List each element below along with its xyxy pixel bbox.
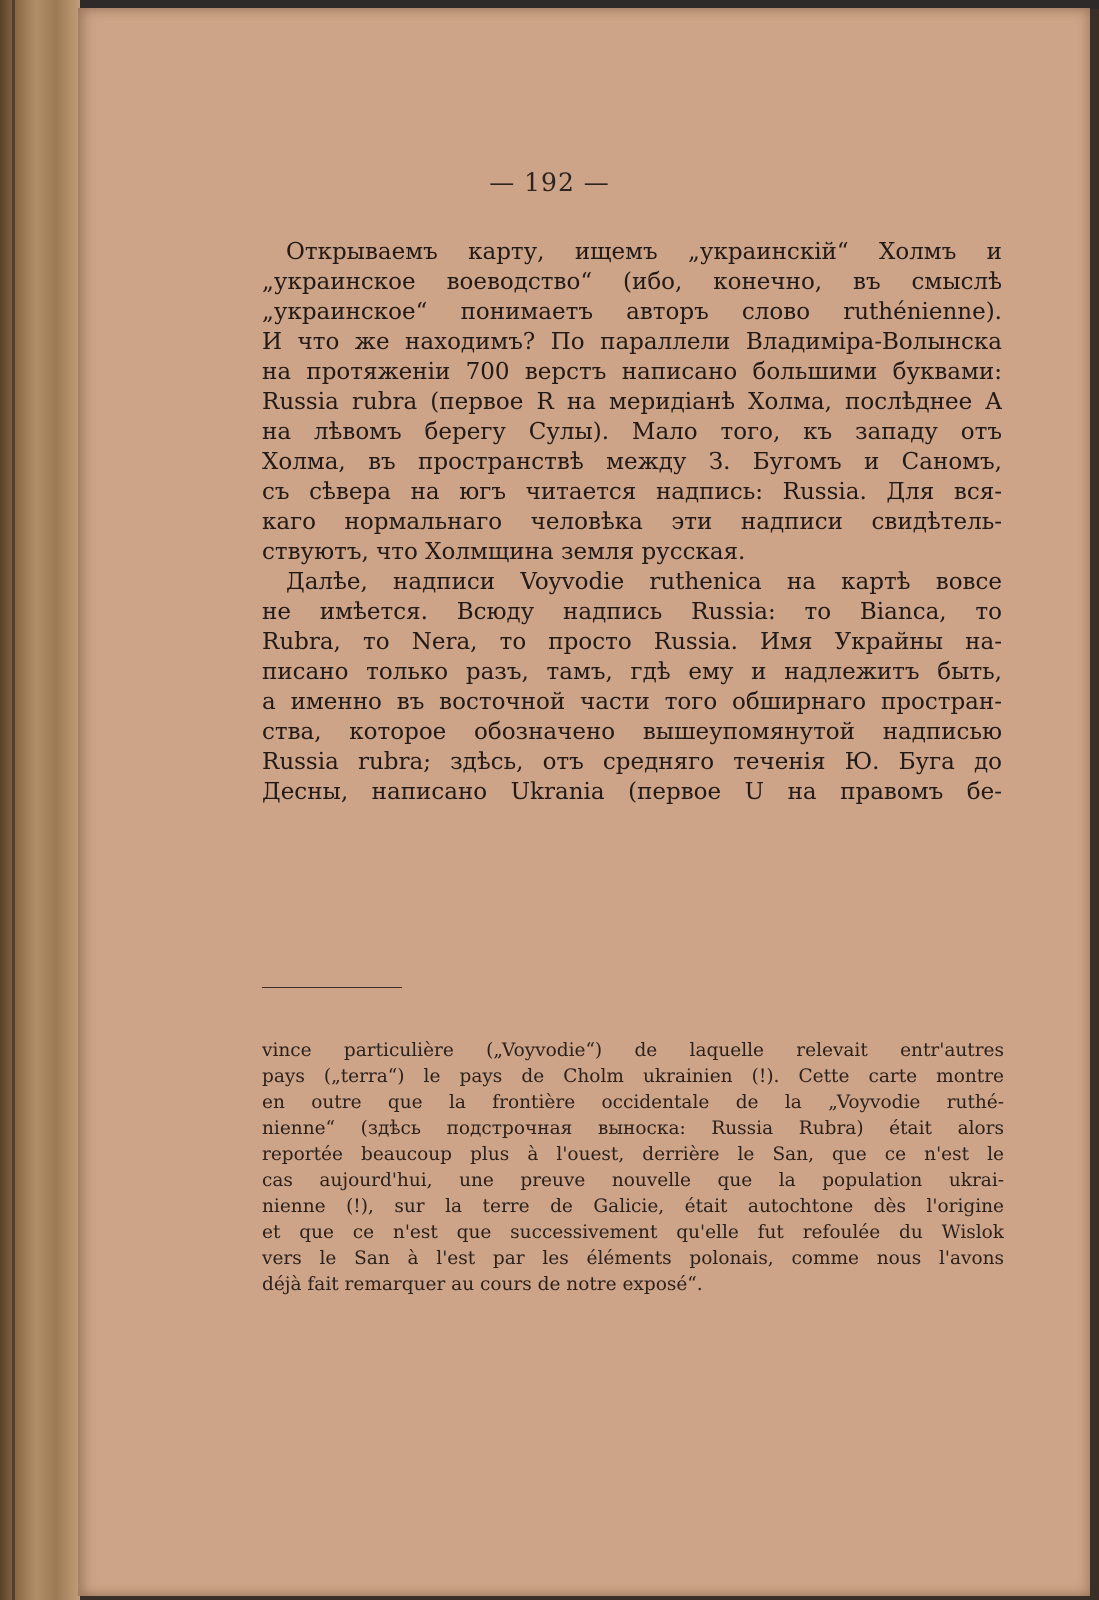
footnote-line: nienne (!), sur la terre de Galicie, était autochtone dès l'origine (262, 1196, 1004, 1217)
footnote-line: cas aujourd'hui, une preuve nouvelle que la population ukrai- (262, 1170, 1004, 1191)
text-line: каго нормальнаго человѣка эти надписи свидѣтель- (262, 509, 1002, 535)
footnote-line: vince particulière („Voyvodie“) de laquelle relevait entr'autres (262, 1040, 1004, 1061)
text-line: на лѣвомъ берегу Сулы). Мало того, къ западу отъ (262, 419, 1002, 445)
text-line: Десны, написано Ukrania (первое U на правомъ бе- (262, 779, 1002, 805)
text-line: а именно въ восточной части того обширнаго простран- (262, 689, 1002, 715)
text-line: Rubra, то Nera, то просто Russia. Имя Украйны на- (262, 629, 1002, 655)
text-line: Russia rubra (первое R на меридіанѣ Холма, послѣднее A (262, 389, 1002, 415)
spine-edge (12, 0, 15, 1600)
text-line: Далѣе, надписи Voyvodie ruthenica на картѣ вовсе (286, 569, 1002, 595)
text-line: на протяженіи 700 верстъ написано большими буквами: (262, 359, 1002, 385)
text-line: писано только разъ, тамъ, гдѣ ему и надлежитъ быть, (262, 659, 1002, 685)
footnote-line: vers le San à l'est par les éléments polonais, comme nous l'avons (262, 1248, 1004, 1269)
footnote (262, 1038, 1004, 1298)
footnote-line: reportée beaucoup plus à l'ouest, derrière le San, que ce n'est le (262, 1144, 1004, 1165)
footnote-line: nienne“ (здѣсь подстрочная выноска: Russia Rubra) était alors (262, 1118, 1004, 1139)
footnote-line: en outre que la frontière occidentale de la „Voyvodie ruthé- (262, 1092, 1004, 1113)
text-line: ства, которое обозначено вышеупомянутой надписью (262, 719, 1002, 745)
footnote-line: pays („terra“) le pays de Cholm ukrainien (!). Cette carte montre (262, 1066, 1004, 1087)
text-line: „украинское воеводство“ (ибо, конечно, въ смыслѣ (262, 269, 1002, 295)
text-line: Холма, въ пространствѣ между З. Бугомъ и Саномъ, (262, 449, 1002, 475)
text-line: не имѣется. Всюду надпись Russia: то Bianca, то (262, 599, 1002, 625)
main-text (262, 237, 1002, 807)
page-number: — 192 — (489, 168, 610, 197)
text-line: И что же находимъ? По параллели Владиміра-Волынска (262, 329, 1002, 355)
text-line: Открываемъ карту, ищемъ „украинскій“ Холмъ и (286, 239, 1002, 265)
footnote-divider (262, 987, 402, 988)
footnote-line: déjà fait remarquer au cours de notre exposé“. (262, 1274, 703, 1295)
text-line: Russia rubra; здѣсь, отъ средняго теченія Ю. Буга до (262, 749, 1002, 775)
paragraph-2 (262, 567, 1002, 807)
footnote-line: et que ce n'est que successivement qu'elle fut refoulée du Wislok (262, 1222, 1004, 1243)
text-line: съ сѣвера на югъ читается надпись: Russia. Для вся- (262, 479, 1002, 505)
paragraph-1 (262, 237, 1002, 567)
text-line: „украинское“ понимаетъ авторъ слово ruthénienne). (262, 299, 1002, 325)
text-line: ствуютъ, что Холмщина земля русская. (262, 539, 746, 565)
